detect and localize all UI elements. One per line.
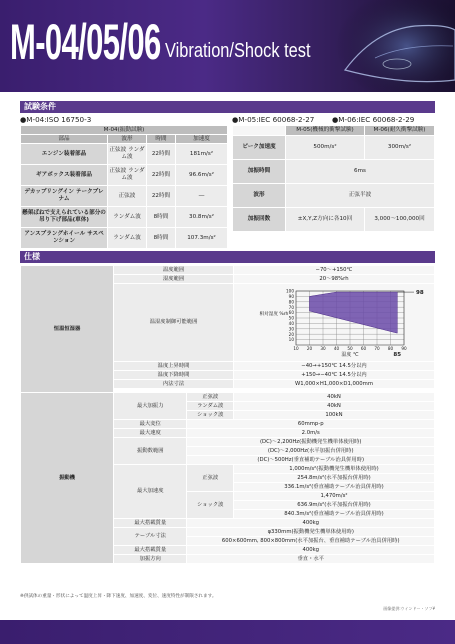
- m04-header: 時間: [147, 135, 176, 144]
- spec-sub-label: ショック波: [187, 492, 234, 519]
- spec-value: W1,000×H1,000×D1,000mm: [234, 380, 435, 389]
- annotation-98: 98: [416, 289, 424, 296]
- y-tick-label: 40: [288, 320, 294, 326]
- spec-value: 840.3m/s²(垂直補助テーブル治具併用時): [234, 510, 435, 519]
- spec-label: 湿度範囲: [114, 275, 234, 284]
- footnote: ※供試体の重量・形状によって温度上昇・降下速度、加速度、変位、速度特性が制限されます。: [20, 594, 217, 599]
- spec-value: 336.1m/s²(垂直補助テーブル治具併用時): [234, 483, 435, 492]
- m04-wave: 正弦波 ランダム波: [108, 144, 147, 165]
- m05-row-label: 加振回数: [233, 208, 286, 232]
- spec-value: 100kN: [234, 411, 435, 420]
- section-title-conditions: 試験条件: [20, 101, 435, 113]
- m06-value: 3,000〜100,000回: [365, 208, 435, 232]
- spec-table: [20, 265, 435, 564]
- y-tick-label: 80: [288, 298, 294, 304]
- m04-table: [20, 125, 228, 249]
- spec-value: 600×600mm, 800×800mm(水平加振台、垂直補助テーブル治具併用時): [187, 537, 435, 546]
- m04-header: 波形: [108, 135, 147, 144]
- spec-value: φ330mm(振動機発生機単体使用時): [187, 528, 435, 537]
- x-tick-label: 60: [360, 345, 367, 351]
- spec-label: 最大変位: [114, 420, 187, 429]
- spec-label: 最大搭載質量: [114, 519, 187, 528]
- m05-m06-value: 正弦半波: [286, 184, 435, 208]
- m04-part: 懸架ばねで支えられている部分の 吊り下げ部品(車体): [21, 207, 108, 228]
- m04-header: 加速度: [176, 135, 228, 144]
- y-tick-label: 60: [288, 309, 294, 315]
- spec-label: 温度上昇時間: [114, 362, 234, 371]
- spec-value: 400kg: [187, 546, 435, 555]
- y-tick-label: 100: [286, 288, 294, 294]
- m04-wave: ランダム波: [108, 228, 147, 249]
- y-tick-label: 90: [288, 293, 294, 299]
- y-tick-label: 70: [288, 304, 294, 310]
- m05-value: 500m/s²: [286, 136, 365, 160]
- spec-vib-label: 振動機: [21, 393, 114, 564]
- m04-standard: ●M-04:ISO 16750-3: [20, 115, 92, 124]
- m05-standard: ●M-05:IEC 60068-2-27: [232, 115, 315, 124]
- x-tick-label: 30: [320, 345, 326, 351]
- image-credit: 画像提供:ウインドー・ソフ¥: [383, 606, 435, 611]
- header-title: M-04/05/06: [10, 14, 161, 70]
- m04-time: 22時間: [147, 186, 176, 207]
- m06-col-header: M-06(耐久衝撃試験): [365, 126, 435, 136]
- header-subtitle: Vibration/Shock test: [165, 40, 311, 62]
- spec-value: 垂直・水平: [187, 555, 435, 564]
- spec-label: 温湿度制御可能範囲: [114, 284, 234, 362]
- header-banner: [0, 0, 455, 92]
- spec-sub-label: 正弦波: [187, 393, 234, 402]
- spec-value: (DC)〜500Hz(垂直補助テーブル治具併用時): [187, 456, 435, 465]
- spec-value: (DC)〜2,000Hz(水平加振台併用時): [187, 447, 435, 456]
- spec-label: 加振方向: [114, 555, 187, 564]
- y-axis-label: 相対湿度 %rh: [259, 311, 289, 317]
- y-tick-label: 10: [288, 336, 294, 342]
- spec-label: 内法寸法: [114, 380, 234, 389]
- x-tick-label: 50: [347, 345, 353, 351]
- x-tick-label: 70: [374, 345, 380, 351]
- y-tick-label: 20: [288, 331, 294, 337]
- chart-area: [310, 292, 398, 333]
- x-tick-label: 20: [306, 345, 313, 351]
- m04-wave: 正弦波 ランダム波: [108, 165, 147, 186]
- spec-value: 2.0m/s: [187, 429, 435, 438]
- section-title-spec: 仕様: [20, 251, 435, 263]
- spec-sub-label: ランダム波: [187, 402, 234, 411]
- spec-sub-label: 正弦波: [187, 465, 234, 492]
- m04-part: エンジン装着部品: [21, 144, 108, 165]
- spec-value: +150→−40℃ 14.5分以内: [234, 371, 435, 380]
- m06-value: 300m/s²: [365, 136, 435, 160]
- spec-label: 最大速度: [114, 429, 187, 438]
- m05-row-label: ピーク加速度: [233, 136, 286, 160]
- m04-accel: 96.6m/s²: [176, 165, 228, 186]
- m05-value: ±X,Y,Z方向に各10回: [286, 208, 365, 232]
- m04-time: 22時間: [147, 144, 176, 165]
- m04-time: 8時間: [147, 228, 176, 249]
- m04-time: 8時間: [147, 207, 176, 228]
- annotation-85: 85: [393, 351, 402, 358]
- m05-row-label: 波形: [233, 184, 286, 208]
- y-tick-label: 50: [288, 315, 294, 321]
- spec-chamber-label: 恒温恒湿器: [21, 266, 114, 393]
- spec-value: 20〜98%rh: [234, 275, 435, 284]
- spec-sub-label: ショック波: [187, 411, 234, 420]
- spec-label: 振動数範囲: [114, 438, 187, 465]
- spec-value: 40kN: [234, 402, 435, 411]
- spec-label: 最大加振力: [114, 393, 187, 420]
- x-axis-label: 温度 ℃: [341, 351, 359, 358]
- spec-value: 1,000m/s²(振動機発生機単体使用時): [234, 465, 435, 474]
- m04-accel: 107.3m/s²: [176, 228, 228, 249]
- humidity-chart: [234, 285, 434, 361]
- m04-caption: M-04(振動試験): [21, 126, 228, 135]
- spec-value: −70〜+150℃: [234, 266, 435, 275]
- car-image: [335, 0, 455, 92]
- spec-value: 254.8m/s²(水平加振台併用時): [234, 474, 435, 483]
- spec-value: 1,470m/s²: [234, 492, 435, 501]
- bottom-bar: [0, 620, 455, 644]
- m04-header: 部品: [21, 135, 108, 144]
- spec-label: 最大搭載質量: [114, 546, 187, 555]
- spec-value: 400kg: [187, 519, 435, 528]
- spec-value: 60mmp-p: [187, 420, 435, 429]
- m04-accel: 181m/s²: [176, 144, 228, 165]
- m06-standard: ●M-06:IEC 60068-2-29: [332, 115, 415, 124]
- m05-row-label: 加振時間: [233, 160, 286, 184]
- spec-label: 最大加速度: [114, 465, 187, 519]
- x-tick-label: 80: [387, 345, 394, 351]
- spec-value: (DC)〜2,200Hz(振動機発生機単体使用時): [187, 438, 435, 447]
- m05-m06-value: 6ms: [286, 160, 435, 184]
- x-tick-label: 40: [333, 345, 340, 351]
- y-tick-label: 30: [288, 325, 294, 331]
- x-tick-label: 10: [293, 345, 299, 351]
- spec-label: テーブル寸法: [114, 528, 187, 546]
- m04-wave: ランダム波: [108, 207, 147, 228]
- humidity-chart-cell: [234, 284, 435, 362]
- m04-part: デカップリングイン テークプレナム: [21, 186, 108, 207]
- spec-label: 温度範囲: [114, 266, 234, 275]
- m05-col-header: M-05(機械的衝撃試験): [286, 126, 365, 136]
- spec-value: −40→+150℃ 14.5分以内: [234, 362, 435, 371]
- spec-value: 40kN: [234, 393, 435, 402]
- m04-accel: ―: [176, 186, 228, 207]
- m05-m06-table: [232, 125, 435, 232]
- x-tick-label: 90: [401, 345, 407, 351]
- spec-value: 636.9m/s²(水平加振台併用時): [234, 501, 435, 510]
- m04-part: ギアボックス装着部品: [21, 165, 108, 186]
- spec-label: 温度下降時間: [114, 371, 234, 380]
- m04-wave: 正弦波: [108, 186, 147, 207]
- m04-accel: 30.8m/s²: [176, 207, 228, 228]
- m04-part: アンスプラングホイール サスペンション: [21, 228, 108, 249]
- m04-time: 22時間: [147, 165, 176, 186]
